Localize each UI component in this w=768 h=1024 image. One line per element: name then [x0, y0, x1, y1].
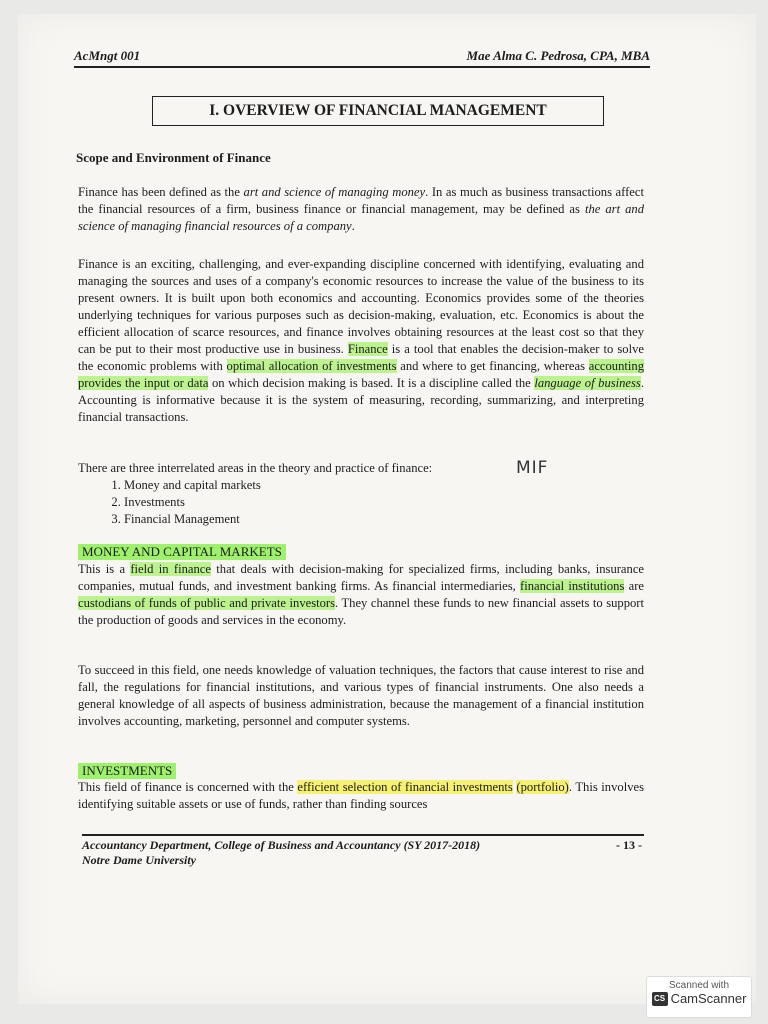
areas-list [104, 477, 261, 528]
footer-university: Notre Dame University [82, 853, 196, 867]
list-item: 2. Investments [124, 494, 261, 511]
money-markets-heading: MONEY AND CAPITAL MARKETS [78, 544, 286, 560]
footer-rule [82, 834, 644, 836]
handwritten-note: MIF [516, 458, 549, 478]
footer-department: Accountancy Department, College of Business and Accountancy (SY 2017-2018) [82, 838, 481, 852]
paragraph-investments: This field of finance is concerned with the efficient selection of financial investments (portfolio). This involves identifying suitable assets or use of funds, rather than finding sources [78, 780, 644, 811]
page-footer [82, 838, 642, 868]
paragraph-three-areas: There are three interrelated areas in the theory and practice of finance: [78, 461, 433, 475]
camscanner-label: CamScanner [670, 991, 747, 1006]
paragraph-succeed: To succeed in this field, one needs knowledge of valuation techniques, the factors that cause interest to rise and fall, the regulations for financial institutions, and various types of financial instruments. One also needs a general knowledge of all aspects of business administration, because the management of a financial institution involves accounting, marketing, personnel and computer systems. [78, 663, 644, 728]
investments-heading: INVESTMENTS [78, 763, 176, 779]
camscanner-logo-icon: CS [652, 992, 668, 1006]
list-item: 1. Money and capital markets [124, 477, 261, 494]
chapter-title: I. OVERVIEW OF FINANCIAL MANAGEMENT [152, 96, 604, 126]
paragraph-money-markets: This is a field in finance that deals with decision-making for specialized firms, including banks, insurance companies, mutual funds, and investment banking firms. As financial intermediaries, financial institutions are custodians of funds of public and private investors. They channel these funds to new financial assets to support the production of goods and services in the economy. [78, 562, 645, 627]
author-name: Mae Alma C. Pedrosa, CPA, MBA [466, 48, 650, 63]
paragraph-finance-definition: Finance has been defined as the art and science of managing money. In as much as business transactions affect the financial resources of a firm, business finance or financial management, may be defined as the art and science of managing financial resources of a company. [78, 185, 644, 233]
page-number: - 13 - [616, 838, 642, 852]
list-item: 3. Financial Management [124, 511, 261, 528]
paragraph-finance-discipline: Finance is an exciting, challenging, and ever-expanding discipline concerned with identifying, evaluating and managing the sources and uses of a company's economic resources to increase the value of the business to its present owners. It is built upon both economics and accounting. Economics provides some of the theories underlying techniques for various purposes such as decision-making, evaluation, etc. Economics is about the efficient allocation of scarce resources, and finance involves obtaining resources at the least cost so that they can be put to their most productive use in business. Finance is a tool that enables the decision-maker to solve the economic problems with optimal allocation of investments and where to get financing, whereas accounting provides the input or data on which decision making is based. It is a discipline called the language of business. Accounting is informative because it is the system of measuring, recording, summarizing, and interpreting financial transactions. [78, 257, 644, 424]
course-code: AcMngt 001 [74, 48, 141, 63]
header-rule [74, 66, 650, 68]
scanned-with-label: Scanned with [668, 980, 730, 991]
section-heading-scope: Scope and Environment of Finance [76, 150, 271, 165]
camscanner-watermark [646, 976, 752, 1018]
